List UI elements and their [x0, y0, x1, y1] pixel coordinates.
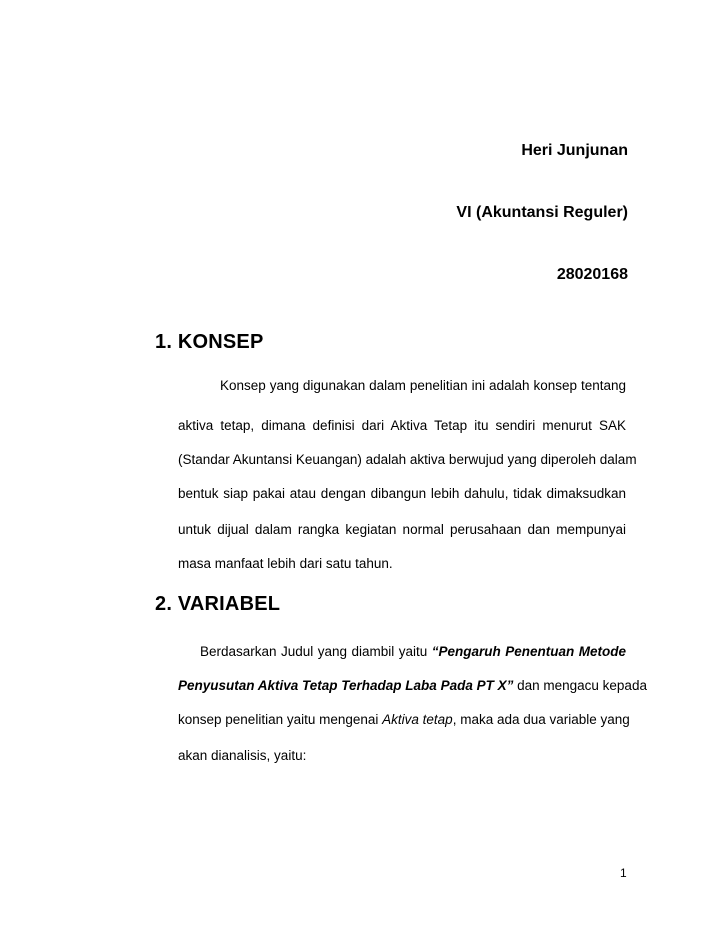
paragraph-text: , maka ada dua variable yang — [452, 712, 630, 727]
italic-term: Aktiva tetap — [382, 712, 453, 727]
page-number: 1 — [620, 866, 627, 880]
research-title-text: Penyusutan Aktiva Tetap Terhadap Laba Pada PT X” — [178, 678, 514, 693]
paragraph-text: Berdasarkan Judul yang diambil yaitu — [200, 644, 428, 659]
paragraph-line: bentuk siap pakai atau dengan dibangun lebih dahulu, tidak dimaksudkan — [178, 486, 626, 501]
author-class: VI (Akuntansi Reguler) — [456, 204, 628, 221]
paragraph-text: konsep penelitian yaitu mengenai — [178, 712, 379, 727]
paragraph-line: masa manfaat lebih dari satu tahun. — [178, 556, 393, 571]
paragraph-line: untuk dijual dalam rangka kegiatan normal perusahaan dan mempunyai — [178, 522, 626, 537]
section-heading-variabel: 2. VARIABEL — [155, 593, 281, 615]
author-student-id: 28020168 — [556, 266, 628, 283]
paragraph-line: (Standar Akuntansi Keuangan) adalah aktiva berwujud yang diperoleh dalam — [178, 452, 637, 467]
paragraph-line — [200, 644, 626, 660]
paragraph-text: dan mengacu kepada — [517, 678, 647, 693]
paragraph-line: Konsep yang digunakan dalam penelitian ini adalah konsep tentang — [220, 378, 626, 393]
paragraph-line — [178, 712, 630, 728]
section-heading-konsep: 1. KONSEP — [155, 331, 264, 353]
paragraph-line — [178, 678, 647, 694]
paragraph-line: akan dianalisis, yaitu: — [178, 748, 307, 763]
research-title-text: “Pengaruh Penentuan Metode — [431, 644, 626, 659]
paragraph-line: aktiva tetap, dimana definisi dari Aktiva Tetap itu sendiri menurut SAK — [178, 418, 626, 433]
author-name: Heri Junjunan — [521, 142, 628, 159]
